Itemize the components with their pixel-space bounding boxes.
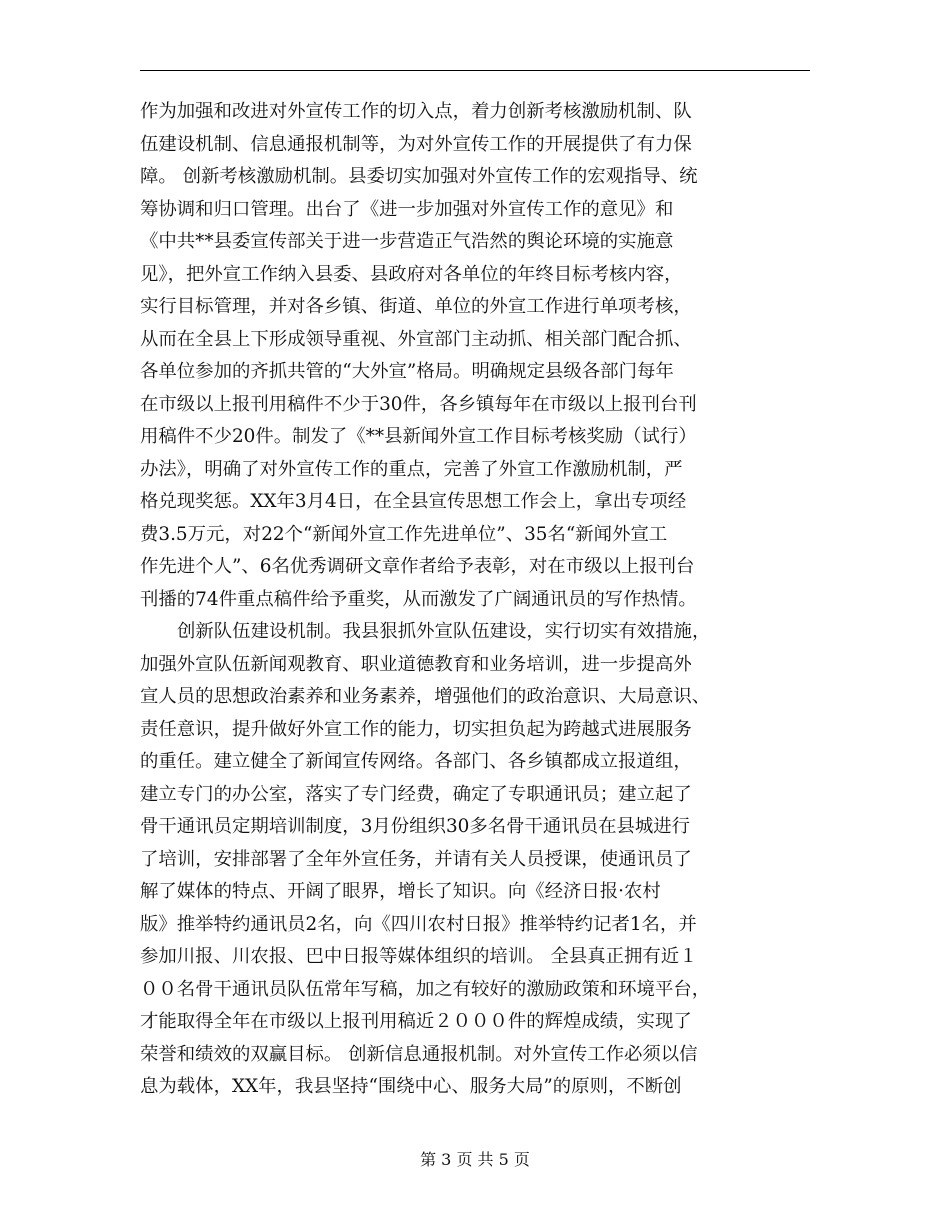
text-line: 了培训，安排部署了全年外宣任务，并请有关人员授课，使通讯员了 xyxy=(140,848,692,870)
text-line: 各单位参加的齐抓共管的“大外宣”格局。明确规定县级各部门每年 xyxy=(140,361,674,382)
text-line: 筹协调和归口管理。出台了《进一步加强对外宣传工作的意见》和 xyxy=(140,198,674,220)
text-line: 息为载体，XX年，我县坚持“围绕中心、服务大局”的原则，不断创 xyxy=(140,1076,682,1097)
text-line: 荣誉和绩效的双赢目标。 创新信息通报机制。对外宣传工作必须以信 xyxy=(140,1043,698,1065)
text-line: 格兑现奖惩。XX年3月4日，在全县宣传思想工作会上，拿出专项经 xyxy=(140,491,687,512)
text-line: 版》推举特约通讯员2名，向《四川农村日报》推举特约记者1名，并 xyxy=(140,913,697,935)
text-line: 责任意识，提升做好外宣工作的能力，切实担负起为跨越式进展服务 xyxy=(140,718,692,740)
text-line: 骨干通讯员定期培训制度，3月份组织30多名骨干通讯员在县城进行 xyxy=(140,816,691,837)
page-number: 第 3 页 共 5 页 xyxy=(420,1150,530,1169)
text-line: 费3.5万元，对22个“新闻外宣工作先进单位”、35名“新闻外宣工 xyxy=(140,523,668,545)
text-line: 宣人员的思想政治素养和业务素养，增强他们的政治意识、大局意识、 xyxy=(140,686,711,707)
text-line: 参加川报、川农报、巴中日报等媒体组织的培训。 全县真正拥有近１ xyxy=(140,946,698,967)
text-line: 作为加强和改进对外宣传工作的切入点，着力创新考核激励机制、队 xyxy=(140,101,692,122)
text-line: ００名骨干通讯员队伍常年写稿，加之有较好的激励政策和环境平台， xyxy=(140,978,711,1000)
paragraph-start-line: 创新队伍建设机制。我县狠抓外宣队伍建设，实行切实有效措施， xyxy=(177,621,711,642)
text-line: 加强外宣队伍新闻观教育、职业道德教育和业务培训，进一步提高外 xyxy=(140,653,692,675)
text-line: 在市级以上报刊用稿件不少于30件，各乡镇每年在市级以上报刊台刊 xyxy=(140,393,697,415)
text-line: 《中共**县委宣传部关于进一步营造正气浩然的舆论环境的实施意 xyxy=(140,231,674,252)
text-line: 伍建设机制、信息通报机制等，为对外宣传工作的开展提供了有力保 xyxy=(140,133,692,155)
text-line: 的重任。建立健全了新闻宣传网络。各部门、各乡镇都成立报道组， xyxy=(140,751,692,772)
text-line: 实行目标管理，并对各乡镇、街道、单位的外宣工作进行单项考核， xyxy=(140,296,692,317)
header-rule xyxy=(140,70,810,71)
text-line: 障。 创新考核激励机制。县委切实加强对外宣传工作的宏观指导、统 xyxy=(140,166,698,187)
document-body xyxy=(140,96,812,1104)
text-line: 从而在全县上下形成领导重视、外宣部门主动抓、相关部门配合抓、 xyxy=(140,328,692,350)
text-line: 建立专门的办公室，落实了专门经费，确定了专职通讯员；建立起了 xyxy=(140,783,692,805)
text-line: 才能取得全年在市级以上报刊用稿近２０００件的辉煌成绩，实现了 xyxy=(140,1011,692,1032)
text-line: 用稿件不少20件。制发了《**县新闻外宣工作目标考核奖励（试行） xyxy=(140,426,697,447)
text-line: 解了媒体的特点、开阔了眼界，增长了知识。向《经济日报·农村 xyxy=(140,881,661,902)
text-line: 刊播的74件重点稿件给予重奖，从而激发了广阔通讯员的写作热情。 xyxy=(140,588,697,610)
text-line: 见》，把外宣工作纳入县委、县政府对各单位的年终目标考核内容， xyxy=(140,263,683,285)
text-line: 作先进个人”、6名优秀调研文章作者给予表彰，对在市级以上报刊台 xyxy=(140,556,695,577)
text-line: 办法》，明确了对外宣传工作的重点，完善了外宣工作激励机制，严 xyxy=(140,458,683,480)
